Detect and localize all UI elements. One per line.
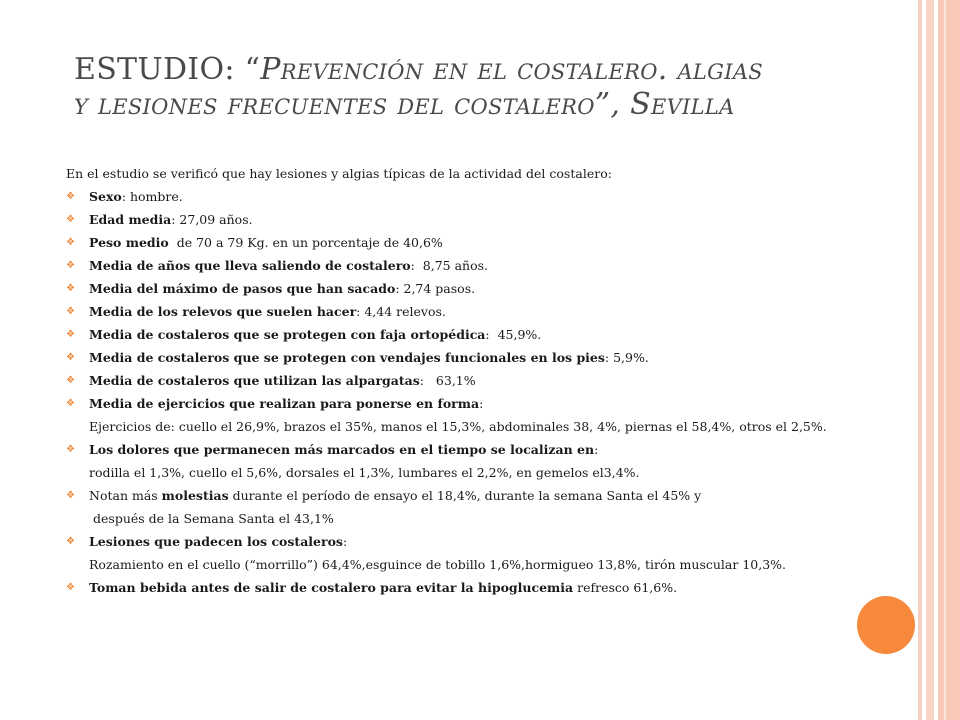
orange-bullet-icon: ❖ bbox=[66, 214, 75, 225]
bullet-list bbox=[66, 442, 901, 458]
ejercicios-text: Ejercicios de: cuello el 26,9%, brazos el 35%, manos el 15,3%, abdominales 38, 4%, piernas el 58,4%, otros el 2,5%. bbox=[89, 419, 827, 434]
title-line-1: ESTUDIO: “Prevención en el costalero. algias bbox=[74, 52, 763, 87]
orange-bullet-icon: ❖ bbox=[66, 582, 75, 593]
list-item: ❖ Edad media: 27,09 años. bbox=[66, 212, 253, 227]
orange-bullet-icon: ❖ bbox=[66, 306, 75, 317]
bullet-list bbox=[66, 189, 901, 412]
bullet-list bbox=[66, 580, 901, 596]
list-item: ❖ Toman bebida antes de salir de costalero para evitar la hipoglucemia refresco 61,6%. bbox=[66, 580, 678, 595]
decorative-stripe bbox=[944, 0, 946, 720]
title-line-2: y lesiones frecuentes del costalero”, Sevilla bbox=[74, 87, 735, 123]
decorative-stripe bbox=[926, 0, 934, 720]
bullet-list bbox=[66, 488, 901, 504]
bullet-list bbox=[66, 534, 901, 550]
list-item: ❖ Los dolores que permanecen más marcados en el tiempo se localizan en: bbox=[66, 442, 599, 457]
list-item: ❖ Lesiones que padecen los costaleros: bbox=[66, 534, 348, 549]
list-item: ❖ Sexo: hombre. bbox=[66, 189, 183, 204]
orange-bullet-icon: ❖ bbox=[66, 260, 75, 271]
list-item: ❖ Media de los relevos que suelen hacer: 4,44 relevos. bbox=[66, 304, 446, 319]
orange-bullet-icon: ❖ bbox=[66, 352, 75, 363]
orange-bullet-icon: ❖ bbox=[66, 536, 75, 547]
list-item: ❖ Peso medio de 70 a 79 Kg. en un porcentaje de 40,6% bbox=[66, 235, 443, 250]
orange-bullet-icon: ❖ bbox=[66, 329, 75, 340]
molestias-text: después de la Semana Santa el 43,1% bbox=[93, 511, 334, 526]
orange-bullet-icon: ❖ bbox=[66, 375, 75, 386]
list-item: ❖ Media del máximo de pasos que han sacado: 2,74 pasos. bbox=[66, 281, 476, 296]
decorative-stripe bbox=[938, 0, 960, 720]
orange-bullet-icon: ❖ bbox=[66, 191, 75, 202]
dolores-text: rodilla el 1,3%, cuello el 5,6%, dorsales el 1,3%, lumbares el 2,2%, en gemelos el3,4%. bbox=[89, 465, 640, 480]
orange-bullet-icon: ❖ bbox=[66, 444, 75, 455]
slide-title bbox=[74, 52, 919, 123]
list-item: ❖ Media de costaleros que se protegen con vendajes funcionales en los pies: 5,9%. bbox=[66, 350, 649, 365]
list-item: ❖ Media de costaleros que se protegen con faja ortopédica: 45,9%. bbox=[66, 327, 542, 342]
orange-bullet-icon: ❖ bbox=[66, 283, 75, 294]
list-item: ❖ Notan más molestias durante el período de ensayo el 18,4%, durante la semana Santa el 45% y bbox=[66, 488, 702, 503]
lesiones-text: Rozamiento en el cuello (“morrillo”) 64,4%,esguince de tobillo 1,6%,hormigueo 13,8%, tirón muscular 10,3%. bbox=[89, 557, 787, 572]
list-item: ❖ Media de años que lleva saliendo de costalero: 8,75 años. bbox=[66, 258, 489, 273]
list-item: ❖ Media de costaleros que utilizan las alpargatas: 63,1% bbox=[66, 373, 476, 388]
orange-bullet-icon: ❖ bbox=[66, 237, 75, 248]
decorative-circle bbox=[857, 596, 915, 654]
orange-bullet-icon: ❖ bbox=[66, 490, 75, 501]
slide-content bbox=[66, 166, 901, 603]
list-item: ❖ Media de ejercicios que realizan para ponerse en forma: bbox=[66, 396, 484, 411]
intro-text: En el estudio se verificó que hay lesiones y algias típicas de la actividad del costalero: bbox=[66, 166, 612, 181]
orange-bullet-icon: ❖ bbox=[66, 398, 75, 409]
